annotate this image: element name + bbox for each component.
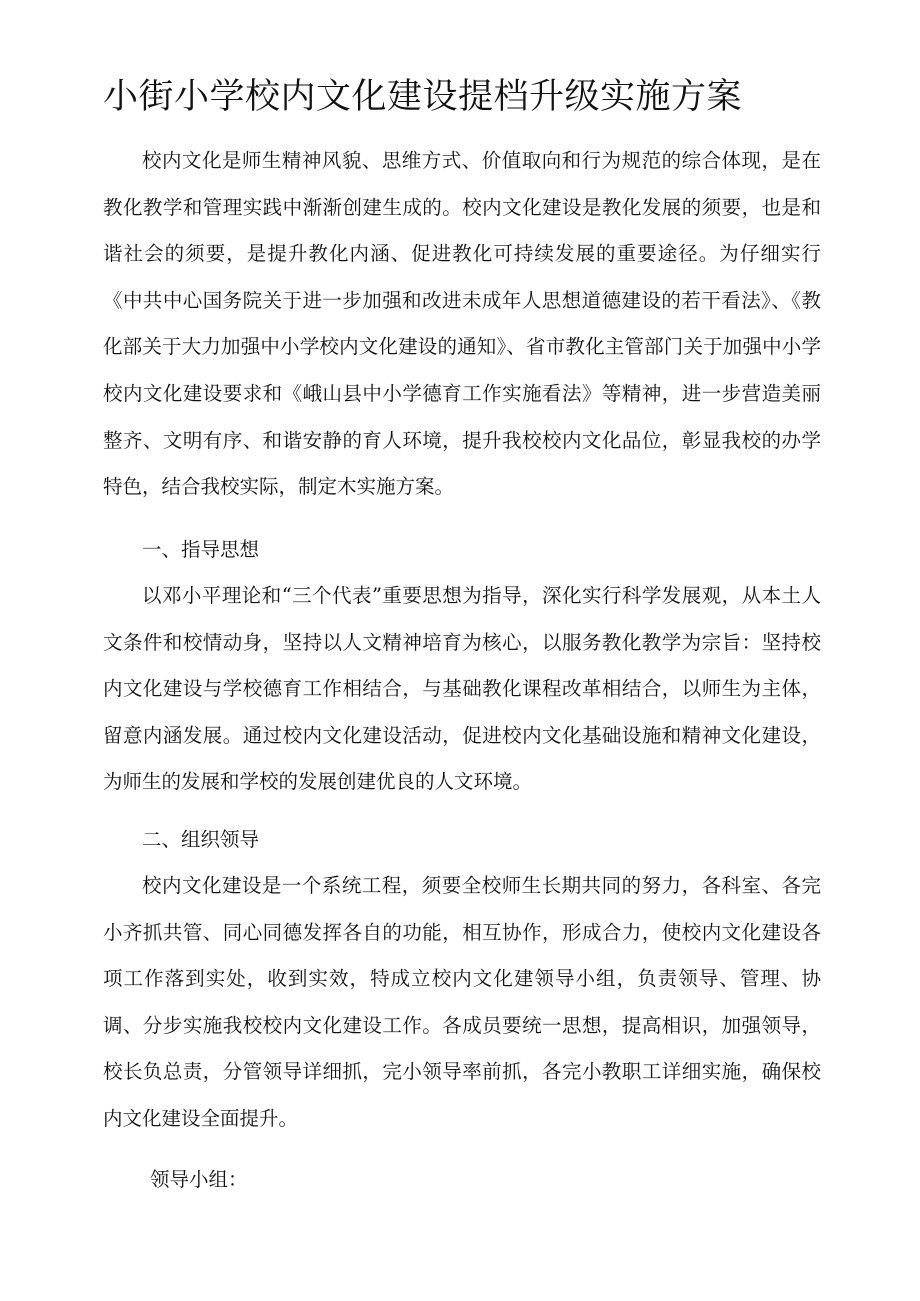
section-heading-guiding-ideology: 一、指导思想 bbox=[142, 538, 260, 561]
leader-group-label: 领导小组： bbox=[150, 1168, 248, 1191]
document-title: 小街小学校内文化建设提档升级实施方案 bbox=[103, 77, 743, 117]
section-body-organization-leadership: 校内文化建设是一个系统工程，须要全校师生长期共同的努力，各科室、各完小齐抓共管、同心同德发挥各自的功能，相互协作，形成合力，使校内文化建设各项工作落到实处，收到实效，特成立校内文化建领导小组，负责领导、管理、协调、分步实施我校校内文化建设工作。各成员要统一思想，提高相识，加强领导，校长负总责，分管领导详细抓，完小领导率前抓，各完小教职工详细实施，确保校内文化建设全面提升。 bbox=[103, 874, 821, 1130]
section-heading-organization-leadership: 二、组织领导 bbox=[142, 828, 260, 851]
intro-paragraph: 校内文化是师生精神风貌、思维方式、价值取向和行为规范的综合体现，是在教化教学和管理实践中渐渐创建生成的。校内文化建设是教化发展的须要，也是和谐社会的须要，是提升教化内涵、促进教化可持续发展的重要途径。为仔细实行《中共中心国务院关于进一步加强和改进未成年人思想道德建设的若干看法》、《教化部关于大力加强中小学校内文化建设的通知》、省市教化主管部门关于加强中小学校内文化建设要求和《峨山县中小学德育工作实施看法》等精神，进一步营造美丽整齐、文明有序、和谐安静的育人环境，提升我校校内文化品位，彰显我校的办学特色，结合我校实际，制定木实施方案。 bbox=[103, 149, 821, 499]
section-body-guiding-ideology: 以邓小平理论和“三个代表”重要思想为指导，深化实行科学发展观，从本土人文条件和校情动身，坚持以人文精神培育为核心，以服务教化教学为宗旨：坚持校内文化建设与学校德育工作相结合，与基础教化课程改革相结合，以师生为主体，留意内涵发展。通过校内文化建设活动，促进校内文化基础设施和精神文化建设，为师生的发展和学校的发展创建优良的人文环境。 bbox=[103, 584, 821, 794]
